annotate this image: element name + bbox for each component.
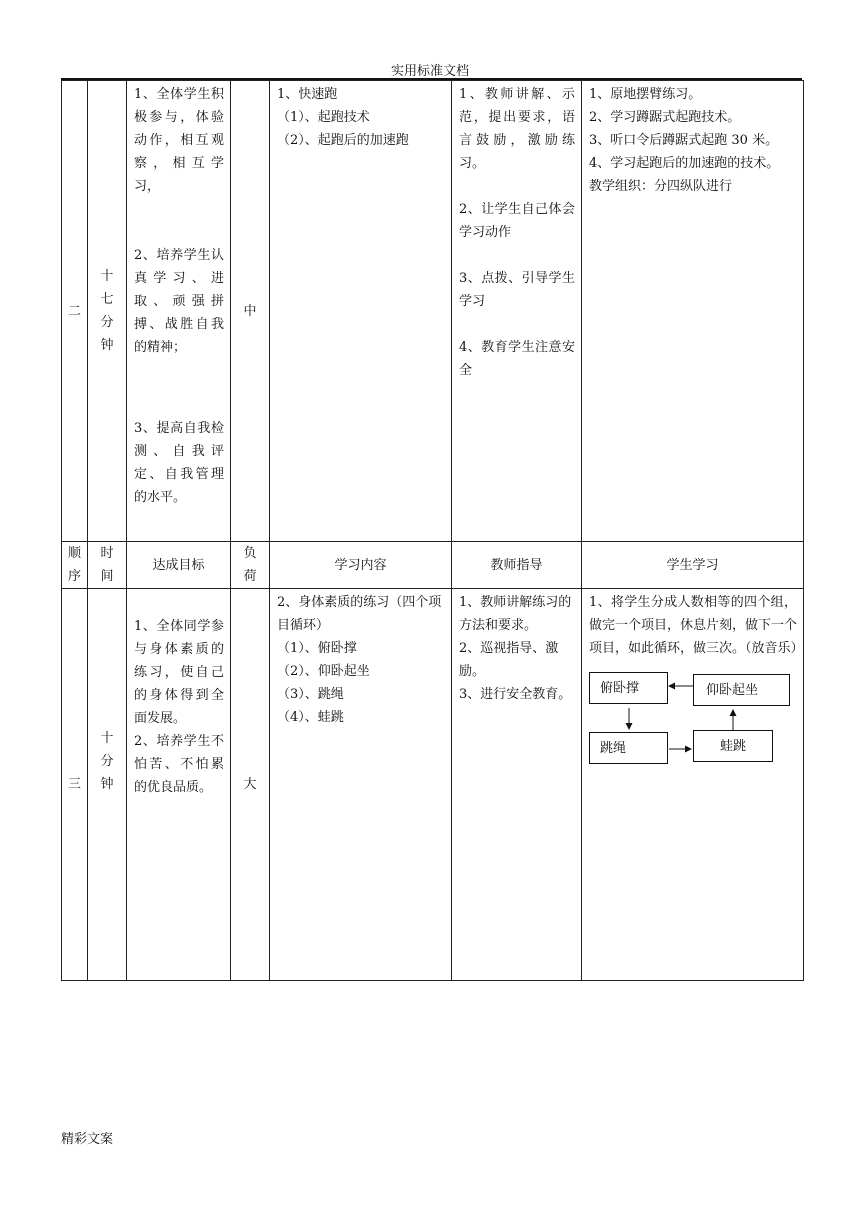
student-2-4: 4、学习起跑后的加速跑的技术。 bbox=[589, 156, 780, 171]
header-load: 负荷 bbox=[231, 542, 270, 589]
goal-2-1: 1、全体学生积极参与，体验动作，相互观察，相互学习， bbox=[134, 87, 224, 194]
teacher-2-4: 4、教育学生注意安全 bbox=[459, 340, 575, 378]
section-3-content bbox=[270, 589, 452, 981]
section-2-time: 十七分钟 bbox=[88, 81, 127, 542]
content-2-2: （1）、起跑技术 bbox=[277, 110, 370, 125]
content-2-3: （2）、起跑后的加速跑 bbox=[277, 133, 409, 148]
teacher-3-2: 2、巡视指导、激励。 bbox=[459, 641, 559, 679]
section-2-row bbox=[62, 81, 804, 542]
teacher-3-3: 3、进行安全教育。 bbox=[459, 687, 572, 702]
teacher-2-2: 2、让学生自己体会学习动作 bbox=[459, 202, 575, 240]
student-2-1: 1、原地摆臂练习。 bbox=[589, 87, 702, 102]
header-student: 学生学习 bbox=[582, 542, 804, 589]
teacher-3-1: 1、教师讲解练习的方法和要求。 bbox=[459, 595, 572, 633]
content-3-1: 2、身体素质的练习（四个项目循环） bbox=[277, 595, 442, 633]
section-3-goals bbox=[127, 589, 231, 981]
section-3-student bbox=[582, 589, 804, 981]
lesson-plan-table bbox=[61, 80, 804, 981]
content-3-4: （3）、跳绳 bbox=[277, 687, 344, 702]
flow-box-pushup: 俯卧撑 bbox=[589, 672, 668, 704]
section-2-load: 中 bbox=[231, 81, 270, 542]
header-goals: 达成目标 bbox=[127, 542, 231, 589]
section-2-seq: 二 bbox=[62, 81, 88, 542]
section-2-teacher bbox=[452, 81, 582, 542]
section-3-teacher bbox=[452, 589, 582, 981]
student-2-2: 2、学习蹲踞式起跑技术。 bbox=[589, 110, 741, 125]
goal-2-2: 2、培养学生认真学习、进取、顽强拼搏、战胜自我的精神； bbox=[134, 248, 224, 355]
table-header-row bbox=[62, 542, 804, 589]
flow-box-frogjump: 蛙跳 bbox=[693, 730, 773, 762]
circuit-flow-diagram bbox=[589, 672, 799, 772]
student-3-text: 1、将学生分成人数相等的四个组，做完一个项目，休息片刻，做下一个项目，如此循环，做三次。（放音乐） bbox=[589, 595, 804, 656]
section-2-student bbox=[582, 81, 804, 542]
section-3-load: 大 bbox=[231, 589, 270, 981]
goal-3-2: 2、培养学生不怕苦、不怕累的优良品质。 bbox=[134, 734, 224, 795]
teacher-2-3: 3、点拨、引导学生学习 bbox=[459, 271, 575, 309]
header-time: 时间 bbox=[88, 542, 127, 589]
flow-box-situp: 仰卧起坐 bbox=[693, 674, 790, 706]
header-seq: 顺序 bbox=[62, 542, 88, 589]
page-header-title: 实用标准文档 bbox=[390, 64, 469, 79]
flow-box-jumprope: 跳绳 bbox=[589, 732, 668, 764]
goal-2-3: 3、提高自我检测、自我评定、自我管理的水平。 bbox=[134, 421, 224, 505]
header-teacher: 教师指导 bbox=[452, 542, 582, 589]
section-3-time: 十分钟 bbox=[88, 589, 127, 981]
content-3-3: （2）、仰卧起坐 bbox=[277, 664, 370, 679]
section-3-row bbox=[62, 589, 804, 981]
teacher-2-1: 1、教师讲解、示范，提出要求，语言鼓励，激励练习。 bbox=[459, 87, 575, 171]
content-3-2: （1）、俯卧撑 bbox=[277, 641, 357, 656]
student-2-3: 3、听口令后蹲踞式起跑 30 米。 bbox=[589, 133, 779, 148]
page-footer: 精彩文案 bbox=[61, 1132, 114, 1147]
section-2-content bbox=[270, 81, 452, 542]
header-content: 学习内容 bbox=[270, 542, 452, 589]
section-2-goals bbox=[127, 81, 231, 542]
student-2-5: 教学组织：分四纵队进行 bbox=[589, 179, 733, 194]
content-3-5: （4）、蛙跳 bbox=[277, 710, 344, 725]
content-2-1: 1、快速跑 bbox=[277, 87, 338, 102]
section-3-seq: 三 bbox=[62, 589, 88, 981]
goal-3-1: 1、全体同学参与身体素质的练习，使自己的身体得到全面发展。 bbox=[134, 619, 224, 726]
